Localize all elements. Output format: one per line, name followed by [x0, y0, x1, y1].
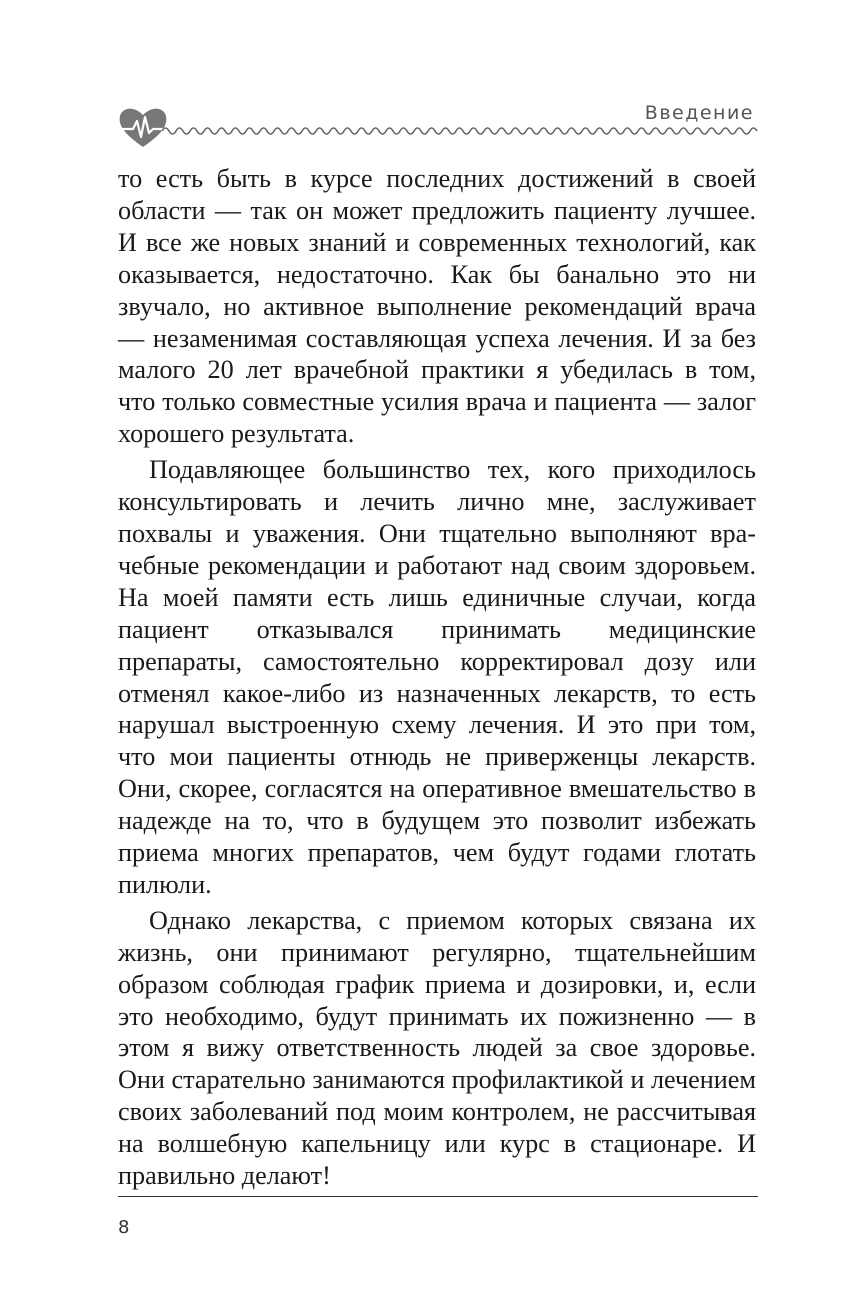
section-title: Введение [644, 102, 754, 124]
running-header [118, 100, 758, 152]
body-text [118, 163, 756, 1192]
page-number: 8 [118, 1217, 130, 1238]
paragraph: Однако лекарства, с приемом которых связана их жизнь, они принимают регулярно, тщательнейшим образом соблюдая график приема и дозировки, и, если это необходимо, будут принимать их пожизненно — в этом я вижу ответственность людей за свое здоровье. Они старательно занимаются профилактикой и лечением своих заболеваний под моим контролем, не рассчитывая на волшебную капельницу или курс в стационаре. И правильно делают! [118, 905, 756, 1191]
zigzag-divider [162, 124, 758, 138]
heart-pulse-icon [118, 105, 168, 149]
paragraph: Подавляющее большинство тех, кого приходилось консультировать и лечить лично мне, заслуживает похвалы и уважения. Они тщательно выполняют врачебные рекомендации и работают над своим здоровьем. На моей памяти есть лишь единичные случаи, когда пациент отказывался принимать медицинские препараты, самостоятельно корректировал дозу или отменял какое-либо из назначенных лекарств, то есть нарушал выстроенную схему лечения. И это при том, что мои пациенты отнюдь не приверженцы лекарств. Они, скорее, согласятся на оперативное вмешательство в надежде на то, что в будущем это позволит избежать приема многих препаратов, чем будут годами глотать пилюли. [118, 455, 756, 899]
footer-divider [118, 1196, 758, 1197]
paragraph: то есть быть в курсе последних достижений в своей области — так он может предложить пациенту лучшее. И все же новых знаний и современных технологий, как оказывается, недостаточно. Как бы банально это ни звучало, но активное выполнение рекомендаций врача — незаменимая составляющая успеха лечения. И за без малого 20 лет врачебной практики я убедилась в том, что только совместные усилия врача и пациента — залог хорошего результата. [118, 164, 756, 449]
